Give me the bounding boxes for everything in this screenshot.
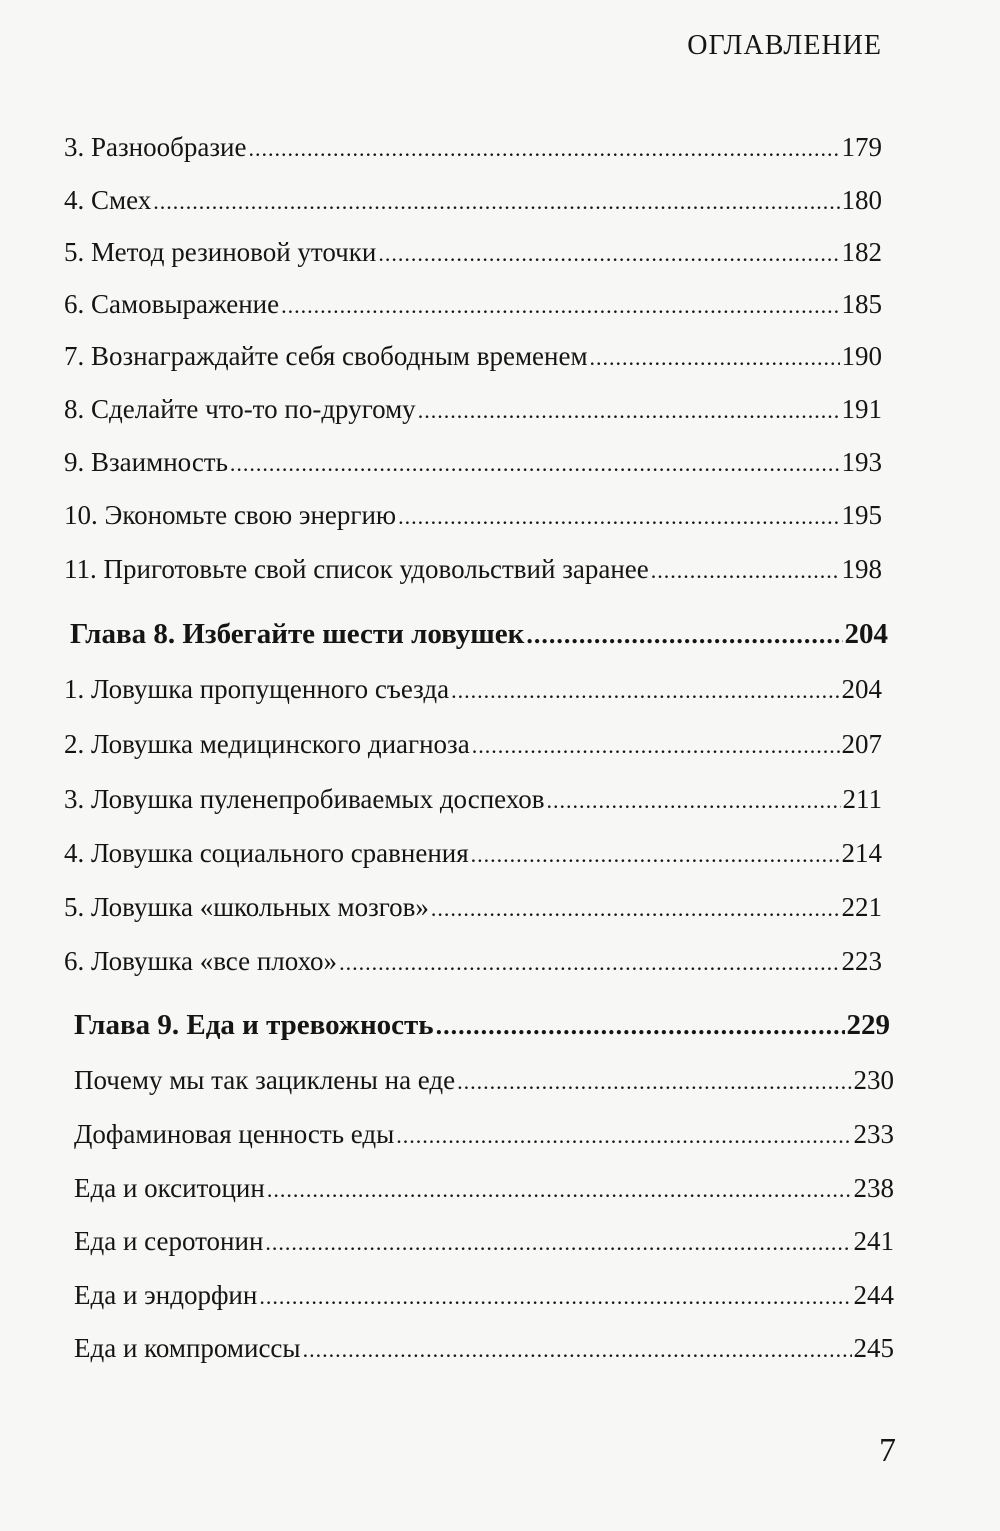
toc-entry-title: Почему мы так зациклены на еде xyxy=(74,1065,456,1095)
toc-entry-title: 9. Взаимность xyxy=(64,447,228,477)
toc-entry xyxy=(64,946,882,986)
toc-entry-page: 182 xyxy=(841,237,882,267)
toc-chapter-title: Глава 9. Еда и тревожность xyxy=(74,1009,434,1041)
toc-entry-page: 193 xyxy=(841,447,882,477)
toc-entry-title: Еда и окситоцин xyxy=(74,1173,265,1203)
dot-leader xyxy=(153,189,839,215)
toc-entry-title: 4. Ловушка социального сравнения xyxy=(64,838,469,868)
dot-leader xyxy=(396,1123,851,1149)
toc-entry xyxy=(64,341,882,381)
toc-entry xyxy=(74,1065,894,1105)
toc-entry xyxy=(64,132,882,172)
toc-entry-page: 241 xyxy=(853,1226,894,1256)
dot-leader xyxy=(248,136,839,162)
toc-entry-page: 245 xyxy=(853,1333,894,1363)
toc-entry-page: 238 xyxy=(853,1173,894,1203)
toc-entry-page: 195 xyxy=(841,500,882,530)
dot-leader xyxy=(418,398,840,424)
toc-entry-page: 207 xyxy=(841,729,882,759)
toc-entry xyxy=(74,1226,894,1266)
toc-entry-page: 198 xyxy=(841,554,882,584)
toc-entry xyxy=(64,447,882,487)
dot-leader xyxy=(457,1069,851,1095)
toc-entry xyxy=(74,1280,894,1320)
toc-entry xyxy=(74,1173,894,1213)
dot-leader xyxy=(281,293,839,319)
toc-entry-title: 6. Ловушка «все плохо» xyxy=(64,946,338,976)
dot-leader xyxy=(265,1230,851,1256)
dot-leader xyxy=(259,1284,851,1310)
toc-entry-page: 190 xyxy=(841,341,882,371)
toc-entry xyxy=(64,838,882,878)
dot-leader xyxy=(436,1011,845,1041)
toc-entry-page: 233 xyxy=(853,1119,894,1149)
toc-entry xyxy=(64,729,882,769)
dot-leader xyxy=(471,842,840,868)
toc-entry-title: Еда и эндорфин xyxy=(74,1280,258,1310)
dot-leader xyxy=(267,1177,852,1203)
dot-leader xyxy=(230,451,840,477)
toc-entry-title: 4. Смех xyxy=(64,185,152,215)
toc-chapter-heading xyxy=(70,618,888,658)
dot-leader xyxy=(451,678,839,704)
toc-entry xyxy=(64,185,882,225)
toc-entry-page: 221 xyxy=(841,892,882,922)
dot-leader xyxy=(303,1337,852,1363)
page-number: 7 xyxy=(879,1432,896,1469)
toc-entry xyxy=(64,674,882,714)
toc-entry-page: 214 xyxy=(841,838,882,868)
toc-entry-title: 2. Ловушка медицинского диагноза xyxy=(64,729,470,759)
toc-entry xyxy=(64,237,882,277)
toc-entry xyxy=(64,554,882,594)
toc-entry-page: 211 xyxy=(842,784,882,814)
toc-entry xyxy=(64,892,882,932)
dot-leader xyxy=(547,788,841,814)
running-head: ОГЛАВЛЕНИЕ xyxy=(687,30,882,61)
toc-entry xyxy=(74,1119,894,1159)
dot-leader xyxy=(339,950,839,976)
dot-leader xyxy=(431,896,840,922)
toc-entry-page: 191 xyxy=(841,394,882,424)
dot-leader xyxy=(398,504,839,530)
toc-entry-page: 244 xyxy=(853,1280,894,1310)
dot-leader xyxy=(526,620,842,650)
toc-entry-title: 6. Самовыражение xyxy=(64,289,280,319)
toc-entry-title: Еда и серотонин xyxy=(74,1226,264,1256)
toc-entry-title: 5. Ловушка «школьных мозгов» xyxy=(64,892,429,922)
toc-entry xyxy=(64,289,882,329)
dot-leader xyxy=(378,241,839,267)
toc-chapter-title: Глава 8. Избегайте шести ловушек xyxy=(70,618,525,650)
toc-entry-title: 3. Ловушка пуленепробиваемых доспехов xyxy=(64,784,545,814)
toc-chapter-page: 204 xyxy=(844,618,888,650)
toc-entry-title: 1. Ловушка пропущенного съезда xyxy=(64,674,450,704)
dot-leader xyxy=(651,558,840,584)
toc-entry-title: Еда и компромиссы xyxy=(74,1333,301,1363)
toc-entry-page: 180 xyxy=(841,185,882,215)
toc-entry-title: 5. Метод резиновой уточки xyxy=(64,237,377,267)
toc-entry-title: 8. Сделайте что-то по-другому xyxy=(64,394,416,424)
toc-entry-title: 7. Вознаграждайте себя свободным временем xyxy=(64,341,588,371)
toc-entry xyxy=(64,500,882,540)
toc-entry-page: 223 xyxy=(841,946,882,976)
toc-chapter-heading xyxy=(74,1009,890,1049)
toc-entry xyxy=(74,1333,894,1373)
toc-entry xyxy=(64,784,882,824)
toc-entry-page: 185 xyxy=(841,289,882,319)
toc-entry-page: 230 xyxy=(853,1065,894,1095)
toc-entry-title: 3. Разнообразие xyxy=(64,132,247,162)
toc-entry-page: 179 xyxy=(841,132,882,162)
toc-entry-page: 204 xyxy=(841,674,882,704)
toc-chapter-page: 229 xyxy=(846,1009,890,1041)
toc-entry xyxy=(64,394,882,434)
toc-entry-title: 11. Приготовьте свой список удовольствий заранее xyxy=(64,554,649,584)
toc-entry-title: 10. Экономьте свою энергию xyxy=(64,500,397,530)
dot-leader xyxy=(590,345,840,371)
dot-leader xyxy=(472,733,840,759)
toc-entry-title: Дофаминовая ценность еды xyxy=(74,1119,395,1149)
